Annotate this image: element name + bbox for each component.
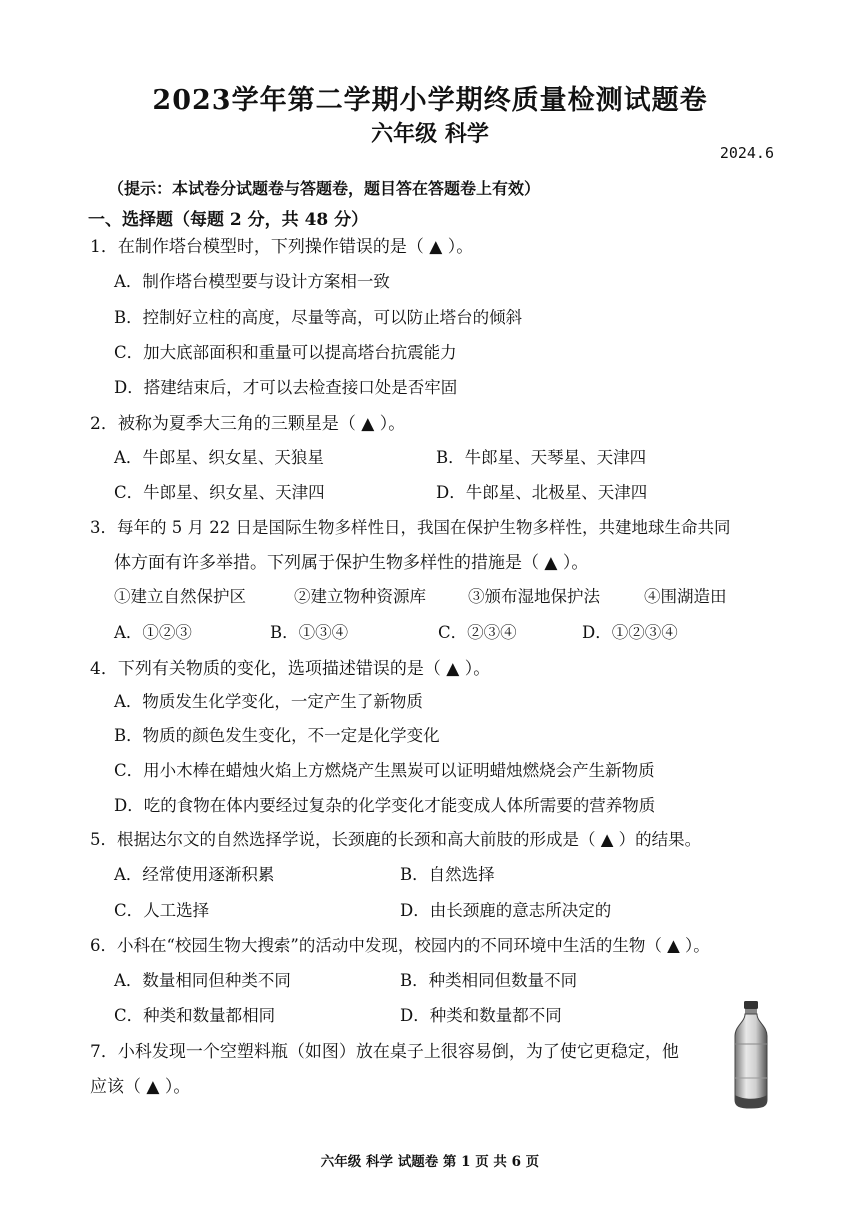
question-1-option-d: D．搭建结束后，才可以去检查接口处是否牢固 bbox=[114, 378, 458, 397]
question-6-stem: 6．小科在“校园生物大搜索”的活动中发现，校园内的不同环境中生活的生物（ ▲ ）。 bbox=[90, 936, 710, 955]
question-4-option-c: C．用小木棒在蜡烛火焰上方燃烧产生黑炭可以证明蜡烛燃烧会产生新物质 bbox=[114, 761, 655, 780]
question-4-option-b: B．物质的颜色发生变化，不一定是化学变化 bbox=[114, 726, 440, 745]
question-5-option-b: B．自然选择 bbox=[400, 865, 495, 884]
question-2-option-c: C．牛郎星、织女星、天津四 bbox=[114, 483, 325, 502]
question-2-stem: 2．被称为夏季大三角的三颗星是（ ▲ ）。 bbox=[90, 414, 406, 434]
exam-date: 2024.6 bbox=[719, 144, 774, 162]
question-3-option-c: C．②③④ bbox=[438, 623, 517, 642]
question-3-measure-1: ①建立自然保护区 bbox=[114, 587, 246, 606]
exam-subtitle: 六年级 科学 bbox=[371, 121, 489, 147]
exam-hint: （提示：本试卷分试题卷与答题卷，题目答在答题卷上有效） bbox=[108, 179, 541, 198]
question-1-option-b: B．控制好立柱的高度，尽量等高，可以防止塔台的倾斜 bbox=[114, 308, 523, 327]
question-3-option-d: D．①②③④ bbox=[582, 623, 678, 642]
question-7-stem-line2: 应该（ ▲ ）。 bbox=[90, 1077, 191, 1097]
question-3-measure-4: ④围湖造田 bbox=[644, 587, 727, 606]
exam-title: 2023学年第二学期小学期终质量检测试题卷 bbox=[152, 85, 708, 116]
question-1-option-c: C．加大底部面积和重量可以提高塔台抗震能力 bbox=[114, 343, 457, 362]
question-5-option-d: D．由长颈鹿的意志所决定的 bbox=[400, 901, 612, 920]
question-3-option-b: B．①③④ bbox=[270, 623, 349, 642]
question-6-option-c: C．种类和数量都相同 bbox=[114, 1006, 276, 1025]
question-2-option-a: A．牛郎星、织女星、天狼星 bbox=[114, 448, 324, 467]
question-3-measure-3: ③颁布湿地保护法 bbox=[468, 587, 600, 606]
question-2-option-b: B．牛郎星、天琴星、天津四 bbox=[436, 448, 647, 467]
question-4-option-d: D．吃的食物在体内要经过复杂的化学变化才能变成人体所需要的营养物质 bbox=[114, 796, 656, 815]
question-5-stem: 5．根据达尔文的自然选择学说，长颈鹿的长颈和高大前肢的形成是（ ▲ ）的结果。 bbox=[90, 830, 702, 849]
question-1-option-a: A．制作塔台模型要与设计方案相一致 bbox=[114, 272, 390, 291]
question-6-option-b: B．种类相同但数量不同 bbox=[400, 971, 578, 990]
page-footer: 六年级 科学 试题卷 第 1 页 共 6 页 bbox=[320, 1154, 540, 1170]
question-5-option-c: C．人工选择 bbox=[114, 901, 210, 920]
question-4-stem: 4．下列有关物质的变化，选项描述错误的是（ ▲ ）。 bbox=[90, 659, 491, 679]
question-6-option-a: A．数量相同但种类不同 bbox=[114, 971, 291, 990]
question-7-stem-line1: 7．小科发现一个空塑料瓶（如图）放在桌子上很容易倒，为了使它更稳定，他 bbox=[90, 1042, 679, 1062]
question-3-option-a: A．①②③ bbox=[114, 623, 192, 642]
question-6-option-d: D．种类和数量都不同 bbox=[400, 1006, 562, 1025]
question-2-option-d: D．牛郎星、北极星、天津四 bbox=[436, 483, 648, 502]
question-3-stem-line1: 3．每年的 5 月 22 日是国际生物多样性日，我国在保护生物多样性，共建地球生命共同 bbox=[90, 518, 731, 537]
question-4-option-a: A．物质发生化学变化，一定产生了新物质 bbox=[114, 692, 423, 711]
section-heading: 一、选择题（每题 2 分，共 48 分） bbox=[88, 210, 369, 230]
question-3-stem-line2: 体方面有许多举措。下列属于保护生物多样性的措施是（ ▲ ）。 bbox=[114, 553, 589, 573]
plastic-bottle-image bbox=[728, 1000, 774, 1110]
question-5-option-a: A．经常使用逐渐积累 bbox=[114, 865, 275, 884]
question-3-measure-2: ②建立物种资源库 bbox=[294, 587, 426, 606]
question-1-stem: 1．在制作塔台模型时，下列操作错误的是（ ▲ ）。 bbox=[90, 237, 474, 257]
